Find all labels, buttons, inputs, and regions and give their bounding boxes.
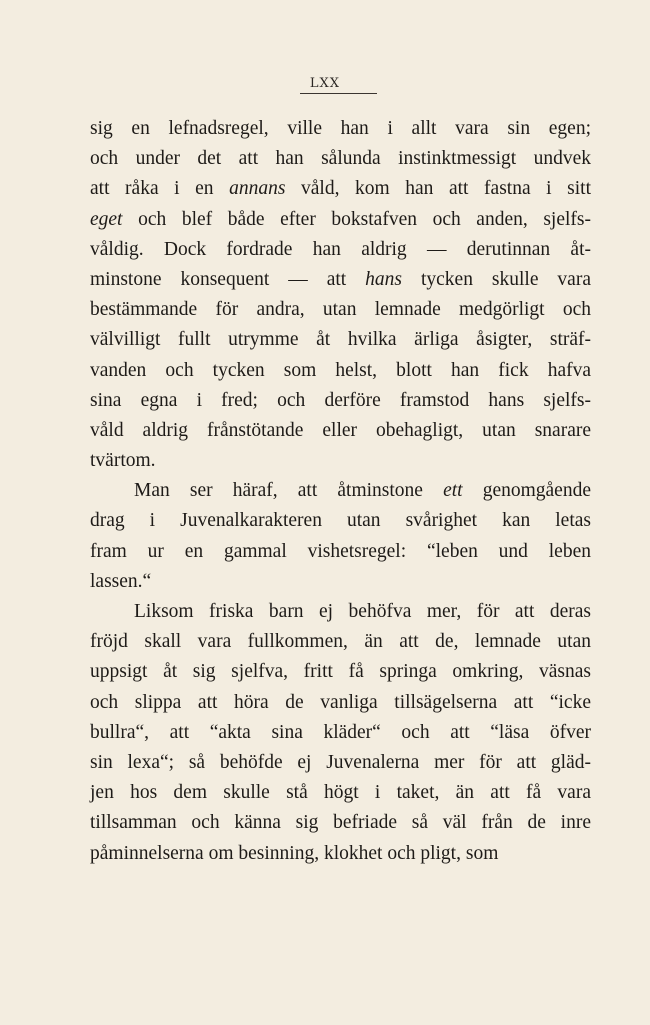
text-line (90, 718, 591, 748)
text-span: våld aldrig frånstötande eller obehagligt, utan snarare (90, 419, 591, 441)
text-line (90, 446, 591, 476)
text-line (90, 839, 591, 869)
text-line (90, 597, 591, 627)
text-span: Man ser häraf, att åtminstone (134, 480, 444, 502)
text-line (90, 506, 591, 536)
text-line (90, 808, 591, 838)
text-line (90, 325, 591, 355)
text-span: sig en lefnadsregel, ville han i allt vara sin egen; (90, 118, 591, 139)
text-span: och under det att han sålunda instinktmessigt undvek (90, 148, 591, 170)
text-line (90, 688, 591, 718)
body-text (90, 114, 591, 869)
text-line (90, 205, 591, 235)
text-line (90, 386, 591, 416)
text-span: jen hos dem skulle stå högt i taket, än att få vara (90, 782, 591, 804)
text-span: genomgående (462, 480, 591, 502)
text-span: att råka i en (90, 178, 230, 200)
text-line (90, 235, 591, 265)
text-line (90, 144, 591, 174)
paragraph (90, 597, 591, 869)
text-span: tvärtom. (90, 450, 156, 472)
text-line (90, 627, 591, 657)
text-line (90, 748, 591, 778)
text-span: sina egna i fred; och derföre framstod hans sjelfs- (90, 389, 591, 411)
text-span: påminnelserna om besinning, klokhet och pligt, som (90, 842, 499, 864)
text-line (90, 567, 591, 597)
text-line (90, 295, 591, 325)
text-span: tycken skulle vara (402, 268, 591, 290)
text-line (90, 778, 591, 808)
text-span: bullra“, att “akta sina kläder“ och att “läsa öfver (90, 721, 591, 743)
text-line (90, 356, 591, 386)
text-line (90, 174, 591, 204)
page-number: LXX (309, 76, 341, 91)
text-span: fram ur en gammal vishetsregel: “leben und leben (90, 540, 591, 562)
text-span: välvilligt fullt utrymme åt hvilka ärliga åsigter, sträf- (90, 329, 591, 351)
text-span: minstone konsequent — att (90, 268, 366, 290)
text-span: uppsigt åt sig sjelfva, fritt få springa omkring, väsnas (90, 661, 591, 683)
text-span: våld, kom han att fastna i sitt (285, 178, 591, 200)
text-span: och slippa att höra de vanliga tillsägelserna att “icke (90, 691, 591, 713)
paragraph (90, 476, 591, 597)
text-span: sin lexa“; så behöfde ej Juvenalerna mer för att gläd- (90, 751, 591, 773)
text-line (90, 657, 591, 687)
text-line (90, 537, 591, 567)
paragraph (90, 114, 591, 476)
text-span: lassen.“ (90, 570, 152, 592)
text-line (90, 114, 591, 144)
text-span: bestämmande för andra, utan lemnade medgörligt och (90, 299, 591, 321)
header-rule (300, 93, 377, 94)
text-span: Liksom friska barn ej behöfva mer, för att deras (134, 601, 591, 622)
emphasized-word: eget (90, 208, 123, 230)
emphasized-word: annans (229, 178, 286, 200)
text-line (90, 265, 591, 295)
text-span: fröjd skall vara fullkommen, än att de, lemnade utan (90, 631, 591, 653)
emphasized-word: hans (365, 268, 402, 290)
text-span: och blef både efter bokstafven och anden, sjelfs- (122, 208, 591, 230)
emphasized-word: ett (443, 480, 463, 502)
text-span: vanden och tycken som helst, blott han fick hafva (90, 359, 591, 381)
text-span: drag i Juvenalkarakteren utan svårighet kan letas (90, 510, 591, 532)
page-header (0, 74, 650, 92)
text-span: våldig. Dock fordrade han aldrig — derutinnan åt- (90, 238, 591, 260)
text-line (90, 476, 591, 506)
text-span: tillsamman och känna sig befriade så väl från de inre (90, 812, 591, 834)
text-line (90, 416, 591, 446)
